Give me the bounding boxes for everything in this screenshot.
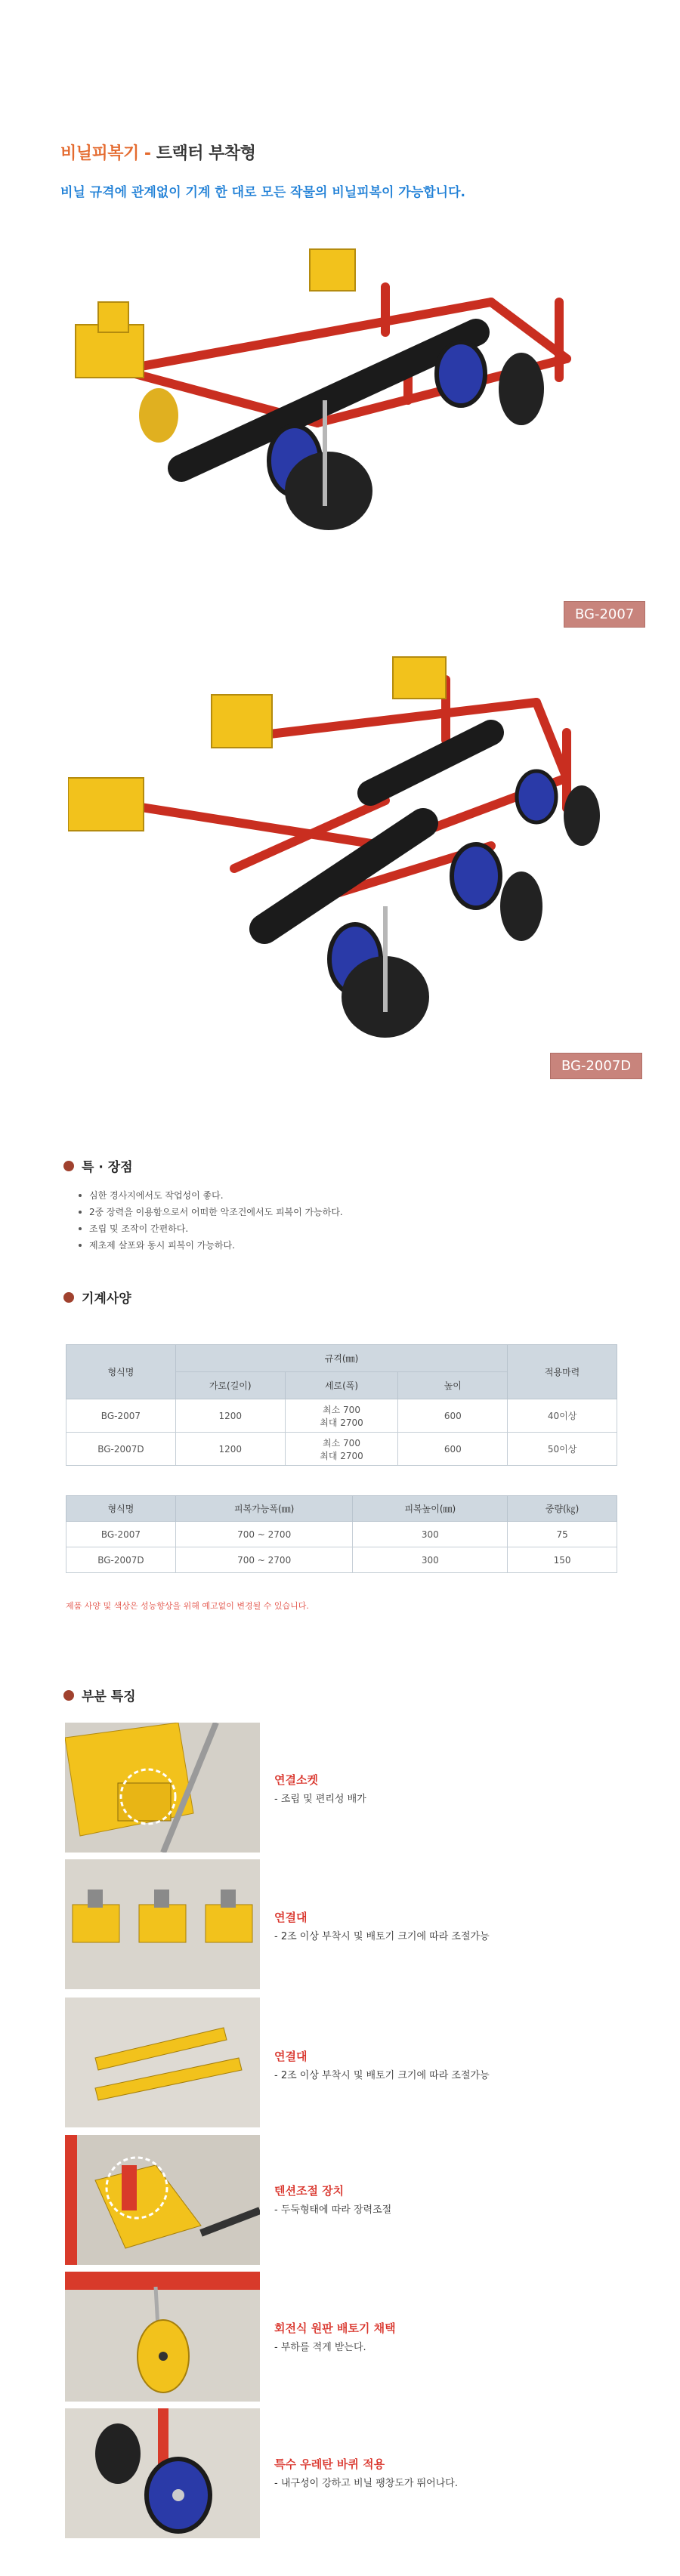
part-desc: - 조립 및 편리성 배가	[274, 1794, 366, 1805]
cell-width: 1200	[175, 1433, 285, 1466]
cell-height: 600	[398, 1433, 508, 1466]
cell-depth-min: 최소 700	[323, 1437, 360, 1448]
model-tag-1: BG-2007	[564, 601, 645, 628]
cell-power: 50이상	[508, 1433, 617, 1466]
part-text-5	[274, 2320, 396, 2353]
cell-cover-width: 700 ~ 2700	[175, 1547, 353, 1573]
part-text-4	[274, 2183, 391, 2216]
table-row	[66, 1547, 617, 1573]
cell-width: 1200	[175, 1399, 285, 1433]
features-heading	[63, 1156, 133, 1175]
specs-heading	[63, 1288, 131, 1307]
model-tag-2: BG-2007D	[550, 1053, 642, 1079]
product-image-bg2007d	[68, 649, 627, 1072]
cell-model: BG-2007D	[66, 1547, 176, 1573]
cell-power: 40이상	[508, 1399, 617, 1433]
th-cover-width: 피복가능폭(㎜)	[175, 1496, 353, 1522]
part-text-1	[274, 1772, 366, 1805]
th-cover-height: 피복높이(㎜)	[353, 1496, 508, 1522]
feature-item: 심한 경사지에서도 작업성이 좋다.	[79, 1187, 343, 1204]
cell-weight: 75	[508, 1522, 617, 1547]
part-title: 회전식 원판 배토기 채택	[274, 2321, 396, 2335]
th-depth: 세로(폭)	[285, 1372, 398, 1399]
table-row	[66, 1433, 617, 1466]
cell-depth-max: 최대 2700	[320, 1417, 363, 1428]
features-list	[79, 1187, 343, 1254]
part-desc: - 내구성이 강하고 비닐 팽창도가 뛰어나다.	[274, 2478, 458, 2489]
part-title: 특수 우레탄 바퀴 적용	[274, 2457, 385, 2471]
section-bullet-icon	[63, 1292, 74, 1303]
specs-heading-text: 기계사양	[82, 1291, 131, 1307]
features-heading-text: 특 · 장점	[82, 1160, 133, 1175]
cell-model: BG-2007	[66, 1522, 176, 1547]
parts-heading-text: 부분 특징	[82, 1689, 136, 1704]
part-image-connector-a	[65, 1859, 260, 1989]
cell-model: BG-2007	[66, 1399, 176, 1433]
part-image-disc	[65, 2272, 260, 2402]
title-dash: -	[138, 144, 156, 163]
title-main: 비닐피복기	[60, 144, 139, 163]
part-title: 연결대	[274, 1911, 308, 1924]
cell-cover-height: 300	[353, 1522, 508, 1547]
cell-depth	[285, 1433, 398, 1466]
cell-height: 600	[398, 1399, 508, 1433]
cell-weight: 150	[508, 1547, 617, 1573]
page-subtitle: 비닐 규격에 관계없이 기계 한 대로 모든 작물의 비닐피복이 가능합니다.	[60, 185, 465, 200]
th-model: 형식명	[66, 1496, 176, 1522]
cell-cover-height: 300	[353, 1547, 508, 1573]
part-image-wheel	[65, 2408, 260, 2538]
product-image-bg2007	[68, 219, 627, 597]
title-sub: 트랙터 부착형	[156, 144, 256, 163]
section-bullet-icon	[63, 1690, 74, 1701]
part-title: 연결소켓	[274, 1773, 318, 1787]
part-title: 텐션조절 장치	[274, 2184, 345, 2198]
cell-depth	[285, 1399, 398, 1433]
cell-model: BG-2007D	[66, 1433, 176, 1466]
th-weight: 중량(㎏)	[508, 1496, 617, 1522]
spec-note: 제품 사양 및 색상은 성능향상을 위해 예고없이 변경될 수 있습니다.	[66, 1601, 309, 1611]
cell-depth-max: 최대 2700	[320, 1450, 363, 1461]
th-width: 가로(길이)	[175, 1372, 285, 1399]
part-text-6	[274, 2456, 458, 2489]
part-title: 연결대	[274, 2050, 308, 2063]
table-row	[66, 1399, 617, 1433]
th-model: 형식명	[66, 1345, 176, 1399]
th-spec: 규격(㎜)	[175, 1345, 507, 1372]
spec-table-2	[66, 1495, 617, 1573]
page-title	[60, 140, 255, 164]
parts-heading	[63, 1686, 136, 1704]
part-desc: - 두둑형태에 따라 장력조절	[274, 2204, 392, 2216]
part-desc: - 부하를 적게 받는다.	[274, 2342, 366, 2353]
part-text-2	[274, 1909, 490, 1942]
table-row	[66, 1522, 617, 1547]
part-image-connector-b	[65, 1998, 260, 2127]
part-desc: - 2조 이상 부착시 및 배토기 크기에 따라 조절가능	[274, 2070, 490, 2081]
cell-cover-width: 700 ~ 2700	[175, 1522, 353, 1547]
part-image-tension	[65, 2135, 260, 2265]
feature-item: 조립 및 조작이 간편하다.	[79, 1220, 343, 1237]
spec-table-1	[66, 1344, 617, 1466]
section-bullet-icon	[63, 1161, 74, 1171]
th-power: 적용마력	[508, 1345, 617, 1399]
part-desc: - 2조 이상 부착시 및 배토기 크기에 따라 조절가능	[274, 1931, 490, 1942]
cell-depth-min: 최소 700	[323, 1404, 360, 1415]
th-height: 높이	[398, 1372, 508, 1399]
feature-item: 2중 장력을 이용함으로서 어떠한 악조건에서도 피복이 가능하다.	[79, 1204, 343, 1220]
feature-item: 제초제 살포와 동시 피복이 가능하다.	[79, 1237, 343, 1254]
part-image-socket	[65, 1723, 260, 1853]
part-text-3	[274, 2048, 490, 2081]
